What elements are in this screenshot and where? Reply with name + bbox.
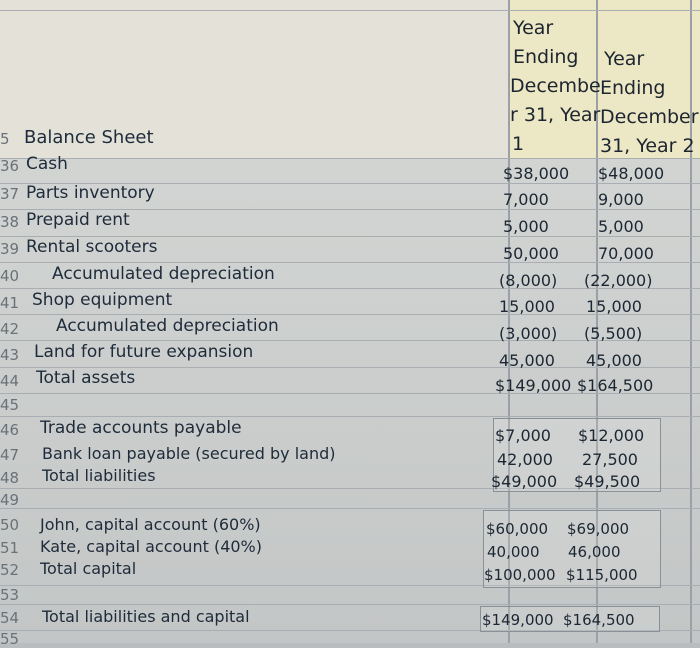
- year1-value: (8,000): [499, 271, 558, 290]
- year1-value: 15,000: [499, 297, 555, 316]
- year1-header-line: r 31, Year: [510, 104, 601, 126]
- row-number: 54: [0, 609, 20, 627]
- year2-header-line: Ending: [600, 77, 666, 99]
- year2-value: 27,500: [582, 450, 638, 469]
- row-number: 48: [0, 469, 20, 487]
- row-line: [0, 508, 700, 509]
- year1-value: 40,000: [487, 543, 540, 561]
- year1-value: 7,000: [503, 190, 549, 209]
- row-number: 55: [0, 630, 20, 648]
- year1-value: $149,000: [482, 611, 554, 629]
- year1-value: 50,000: [503, 244, 559, 263]
- row-label: Total liabilities and capital: [42, 607, 250, 626]
- year2-value: $49,500: [574, 472, 641, 491]
- year1-value: 42,000: [497, 450, 553, 469]
- row-label: Land for future expansion: [34, 342, 254, 362]
- year2-value: $115,000: [566, 566, 638, 584]
- year2-value: 5,000: [598, 217, 644, 236]
- row-number: 39: [0, 240, 20, 258]
- year2-header-line: 31, Year 2: [600, 135, 695, 157]
- year2-value: (22,000): [584, 271, 653, 290]
- year1-header-line: Year: [513, 17, 554, 39]
- row-number: 5: [0, 130, 10, 148]
- row-number: 43: [0, 346, 20, 364]
- row-label: Accumulated depreciation: [52, 264, 275, 284]
- row-label: Total assets: [36, 368, 136, 388]
- balance-sheet-title: Balance Sheet: [24, 127, 154, 148]
- year1-value: $149,000: [495, 376, 572, 395]
- row-label: Parts inventory: [26, 183, 155, 203]
- row-number: 41: [0, 294, 20, 312]
- row-label: Kate, capital account (40%): [40, 537, 262, 556]
- row-line: [0, 10, 700, 11]
- row-number: 42: [0, 320, 20, 338]
- year2-header-line: Year: [604, 48, 645, 70]
- year1-value: 5,000: [503, 217, 549, 236]
- row-line: [0, 158, 700, 159]
- year1-value: $60,000: [486, 520, 549, 538]
- row-label: Bank loan payable (secured by land): [42, 444, 336, 463]
- year2-value: $164,500: [577, 376, 654, 395]
- row-number: 51: [0, 539, 20, 557]
- year1-value: (3,000): [499, 324, 558, 343]
- year2-value: $48,000: [598, 164, 665, 183]
- row-label: Prepaid rent: [26, 210, 130, 230]
- column-divider-c: [690, 0, 692, 643]
- row-label: Trade accounts payable: [40, 418, 242, 438]
- row-number: 44: [0, 372, 20, 390]
- year1-value: $38,000: [503, 164, 570, 183]
- row-number: 38: [0, 213, 20, 231]
- row-number: 49: [0, 491, 20, 509]
- row-label: Rental scooters: [26, 237, 158, 257]
- year2-value: $164,500: [563, 611, 635, 629]
- year2-value: 9,000: [598, 190, 644, 209]
- row-label: Accumulated depreciation: [56, 316, 279, 336]
- row-label: Cash: [26, 154, 68, 174]
- year1-value: $49,000: [491, 472, 558, 491]
- year2-value: (5,500): [584, 324, 643, 343]
- year1-value: 45,000: [499, 351, 555, 370]
- row-line: [0, 604, 700, 605]
- year2-value: 15,000: [586, 297, 642, 316]
- row-number: 36: [0, 157, 20, 175]
- row-label: Total liabilities: [42, 466, 156, 485]
- year1-header-line: Ending: [513, 46, 579, 68]
- row-number: 52: [0, 561, 20, 579]
- year2-header-line: December: [600, 106, 699, 128]
- year1-value: $100,000: [484, 566, 556, 584]
- row-label: Total capital: [40, 559, 137, 578]
- row-label: Shop equipment: [32, 290, 173, 310]
- row-line: [0, 262, 700, 263]
- row-number: 53: [0, 586, 20, 604]
- year1-header-line: Decembe: [510, 75, 601, 97]
- row-number: 47: [0, 446, 20, 464]
- year2-value: 45,000: [586, 351, 642, 370]
- row-number: 50: [0, 516, 20, 534]
- row-label: John, capital account (60%): [40, 515, 261, 534]
- row-number: 46: [0, 421, 20, 439]
- year2-value: 70,000: [598, 244, 654, 263]
- year1-value: $7,000: [495, 426, 551, 445]
- year1-header-line: 1: [512, 133, 525, 155]
- year2-value: 46,000: [568, 543, 621, 561]
- row-number: 45: [0, 396, 20, 414]
- row-number: 40: [0, 267, 20, 285]
- row-line: [0, 416, 700, 417]
- year2-value: $69,000: [567, 520, 630, 538]
- year2-value: $12,000: [578, 426, 645, 445]
- row-number: 37: [0, 185, 20, 203]
